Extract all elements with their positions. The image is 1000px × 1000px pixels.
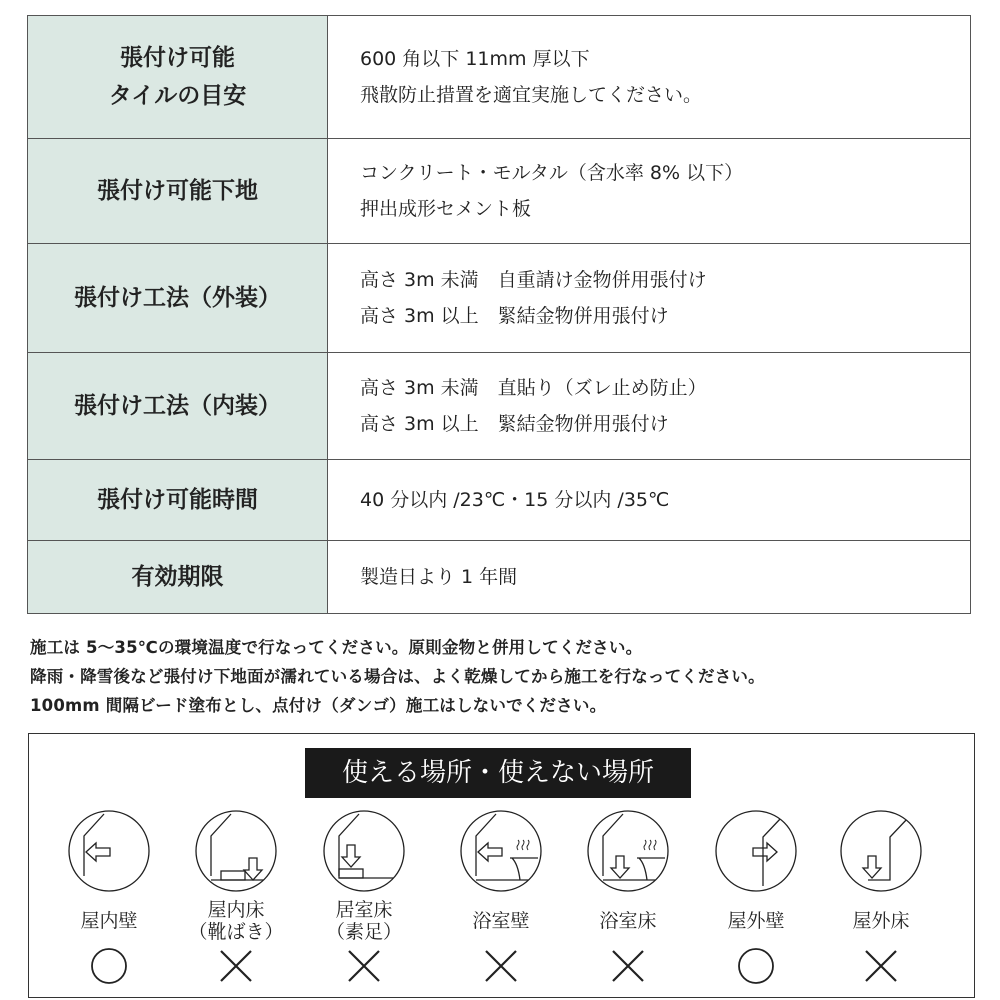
spec-value-line: 40 分以内 /23℃・15 分以内 /35℃	[360, 489, 670, 511]
usage-place	[176, 810, 296, 986]
note-line: 100mm 間隔ビード塗布とし、点付け（ダンゴ）施工はしないでください。	[30, 696, 607, 715]
usage-title: 使える場所・使えない場所	[305, 748, 691, 798]
spec-value	[328, 541, 971, 614]
spec-value-line: 高さ 3m 未満 直貼り（ズレ止め防止）	[360, 377, 707, 399]
bathroom-wall-icon	[460, 810, 542, 892]
spec-value	[328, 460, 971, 541]
spec-row	[28, 460, 971, 541]
place-label	[696, 898, 816, 944]
place-label-line: （素足）	[325, 921, 402, 943]
outdoor-floor-icon	[840, 810, 922, 892]
spec-value-line: 600 角以下 11mm 厚以下	[360, 48, 590, 70]
place-label-line: 屋外壁	[727, 910, 785, 932]
spec-label	[28, 460, 328, 541]
spec-table	[27, 15, 971, 614]
cross-ng-icon	[481, 946, 521, 986]
place-label-line: 屋外床	[852, 910, 910, 932]
usability-mark	[49, 946, 169, 986]
place-label	[49, 898, 169, 944]
spec-label	[28, 244, 328, 353]
usage-place	[568, 810, 688, 986]
place-label-line: 浴室壁	[472, 910, 530, 932]
usage-place	[304, 810, 424, 986]
circle-ok-icon	[736, 946, 776, 986]
note-line: 施工は 5〜35℃の環境温度で行なってください。原則金物と併用してください。	[30, 638, 643, 657]
spec-label-line: 張付け可能時間	[97, 487, 258, 513]
spec-label-line: 張付け工法（外装）	[74, 285, 281, 311]
spec-label	[28, 16, 328, 139]
place-label	[821, 898, 941, 944]
usage-place	[821, 810, 941, 986]
usability-mark	[821, 946, 941, 986]
notes	[30, 633, 765, 720]
place-label	[441, 898, 561, 944]
spec-value-line: 高さ 3m 以上 緊結金物併用張付け	[360, 413, 669, 435]
spec-label-line: 有効期限	[131, 564, 224, 590]
usability-mark	[696, 946, 816, 986]
spec-row	[28, 16, 971, 139]
spec-value-line: 高さ 3m 以上 緊結金物併用張付け	[360, 305, 669, 327]
place-label	[176, 898, 296, 944]
spec-value	[328, 16, 971, 139]
outdoor-wall-icon	[715, 810, 797, 892]
place-label-line: 屋内床	[207, 899, 265, 921]
usability-mark	[441, 946, 561, 986]
spec-label	[28, 353, 328, 460]
spec-value	[328, 353, 971, 460]
spec-row	[28, 353, 971, 460]
spec-label-line: 張付け可能	[120, 45, 235, 71]
spec-value-line: 飛散防止措置を適宜実施してください。	[360, 84, 703, 106]
spec-row	[28, 139, 971, 244]
place-label-line: （靴ばき）	[188, 921, 284, 943]
spec-value	[328, 244, 971, 353]
spec-row	[28, 244, 971, 353]
usability-mark	[304, 946, 424, 986]
place-label	[304, 898, 424, 944]
spec-value-line: 製造日より 1 年間	[360, 566, 518, 588]
spec-label-line: 張付け工法（内装）	[74, 393, 281, 419]
spec-label	[28, 541, 328, 614]
cross-ng-icon	[608, 946, 648, 986]
indoor-wall-icon	[68, 810, 150, 892]
usage-place	[441, 810, 561, 986]
spec-value-line: コンクリート・モルタル（含水率 8% 以下）	[360, 162, 744, 184]
spec-value	[328, 139, 971, 244]
spec-label	[28, 139, 328, 244]
spec-value-line: 押出成形セメント板	[360, 198, 532, 220]
usage-panel	[28, 733, 975, 998]
place-label-line: 居室床	[335, 899, 393, 921]
cross-ng-icon	[861, 946, 901, 986]
spec-value-line: 高さ 3m 未満 自重請け金物併用張付け	[360, 269, 707, 291]
room-floor-barefoot-icon	[323, 810, 405, 892]
place-label-line: 浴室床	[599, 910, 657, 932]
usability-mark	[568, 946, 688, 986]
usage-place	[49, 810, 169, 986]
place-label	[568, 898, 688, 944]
indoor-floor-shoes-icon	[195, 810, 277, 892]
spec-row	[28, 541, 971, 614]
spec-label-line: タイルの目安	[108, 83, 247, 109]
circle-ok-icon	[89, 946, 129, 986]
place-label-line: 屋内壁	[80, 910, 138, 932]
spec-label-line: 張付け可能下地	[97, 178, 258, 204]
cross-ng-icon	[344, 946, 384, 986]
usability-mark	[176, 946, 296, 986]
usage-place	[696, 810, 816, 986]
note-line: 降雨・降雪後など張付け下地面が濡れている場合は、よく乾燥してから施工を行なってください。	[30, 667, 765, 686]
bathroom-floor-icon	[587, 810, 669, 892]
cross-ng-icon	[216, 946, 256, 986]
